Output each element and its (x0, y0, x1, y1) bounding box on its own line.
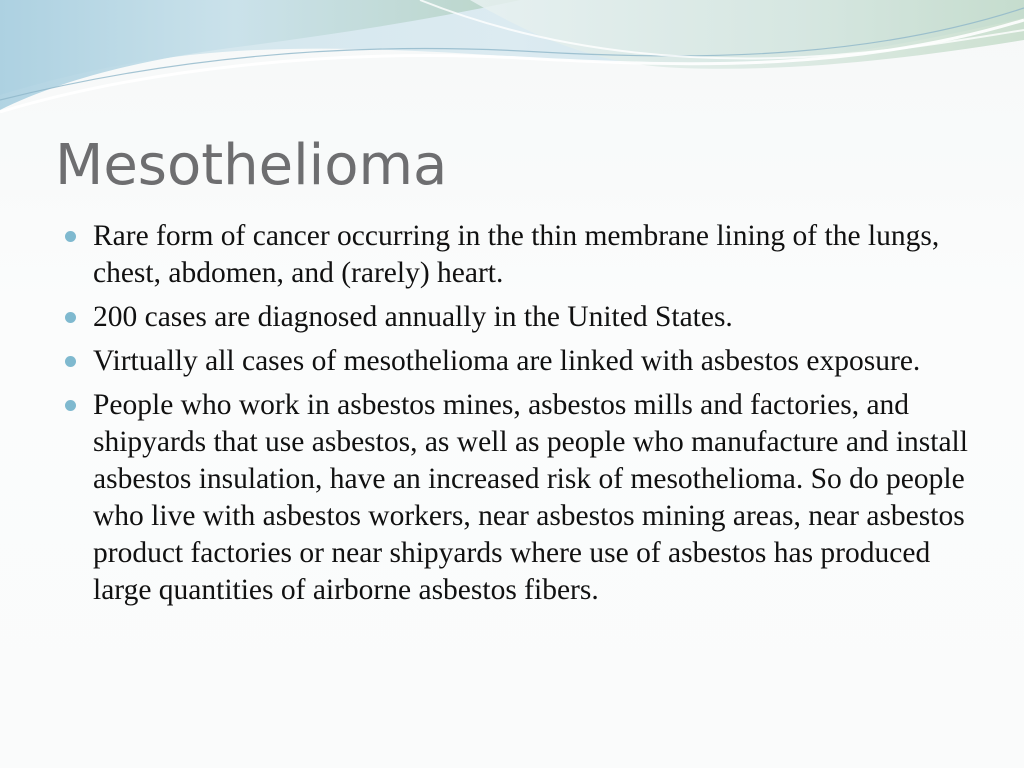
wave-header-decoration (0, 0, 1024, 130)
bullet-item (60, 343, 980, 380)
bullet-dot-icon (65, 231, 76, 242)
bullet-item (60, 387, 980, 609)
bullet-text: Virtually all cases of mesothelioma are linked with asbestos exposure. (93, 345, 921, 377)
bullet-list (60, 218, 980, 616)
slide-title: Mesothelioma (55, 133, 448, 198)
bullet-item (60, 218, 980, 292)
bullet-dot-icon (65, 312, 76, 323)
bullet-text: 200 cases are diagnosed annually in the United States. (93, 301, 733, 333)
bullet-dot-icon (65, 356, 76, 367)
bullet-dot-icon (65, 400, 76, 411)
bullet-item (60, 299, 980, 336)
bullet-text: Rare form of cancer occurring in the thin membrane lining of the lungs, chest, abdomen, and (rarely) heart. (93, 220, 940, 289)
bullet-text: People who work in asbestos mines, asbestos mills and factories, and shipyards that use asbestos, as well as people who manufacture and install asbestos insulation, have an increased risk of mesothelioma. So do people who live with asbestos workers, near asbestos mining areas, near asbestos product factories or near shipyards where use of asbestos has produced large quantities of airborne asbestos fibers. (93, 389, 968, 606)
